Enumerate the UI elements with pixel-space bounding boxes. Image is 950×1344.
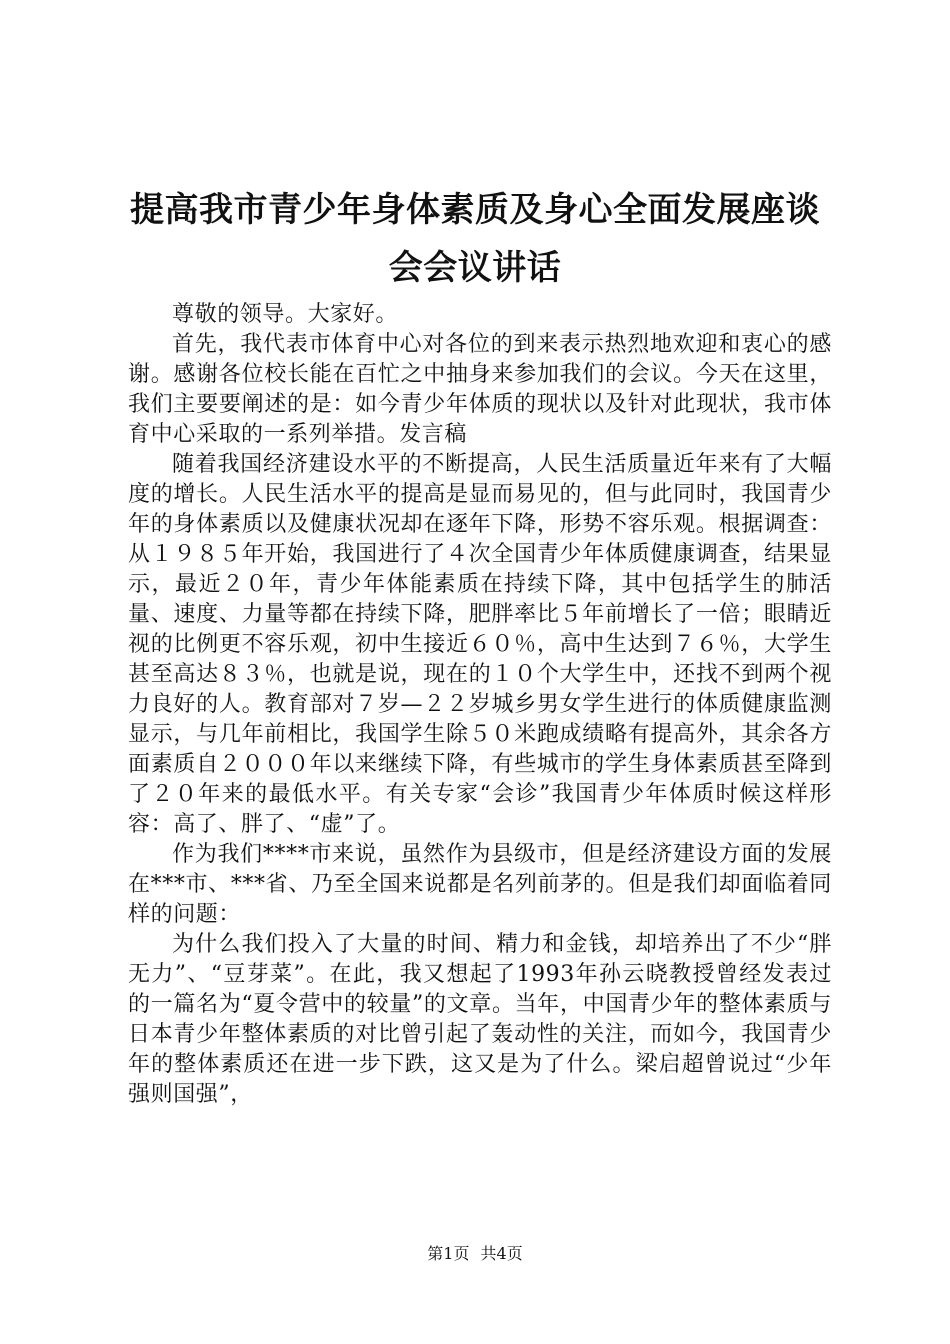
document-title-line-1: 提高我市青少年身体素质及身心全面发展座谈 [130,190,820,230]
document-title-line-2: 会会议讲话 [388,248,562,288]
paragraph-greeting: 尊敬的领导。大家好。 [172,302,399,327]
paragraph-local-situation: 作为我们****市来说，虽然作为县级市，但是经济建设方面的发展在***市、***省、乃至全国来说都是名列前茅的。但是我们却面临着同样的问题： [128,842,832,927]
paragraph-opening: 首先，我代表市体育中心对各位的到来表示热烈地欢迎和衷心的感谢。感谢各位校长能在百忙之中抽身来参加我们的会议。今天在这里，我们主要要阐述的是：如今青少年体质的现状以及针对此现状，我市体育中心采取的一系列举措。发言稿 [128,332,832,447]
document-body [128,300,832,1110]
page-total: 共4页 [480,1244,523,1263]
paragraph-background: 随着我国经济建设水平的不断提高，人民生活质量近年来有了大幅度的增长。人民生活水平的提高是显而易见的，但与此同时，我国青少年的身体素质以及健康状况却在逐年下降，形势不容乐观。根据调查：从１９８５年开始，我国进行了４次全国青少年体质健康调查，结果显示，最近２０年，青少年体能素质在持续下降，其中包括学生的肺活量、速度、力量等都在持续下降，肥胖率比５年前增长了一倍；眼睛近视的比例更不容乐观，初中生接近６０％，高中生达到７６％，大学生甚至高达８３％，也就是说，现在的１０个大学生中，还找不到两个视力良好的人。教育部对７岁—２２岁城乡男女学生进行的体质健康监测显示，与几年前相比，我国学生除５０米跑成绩略有提高外，其余各方面素质自２０００年以来继续下降，有些城市的学生身体素质甚至降到了２０年来的最低水平。有关专家“会诊”我国青少年体质时候这样形容：高了、胖了、“虚”了。 [128,452,832,837]
paragraph-question: 为什么我们投入了大量的时间、精力和金钱，却培养出了不少“胖无力”、“豆芽菜”。在此，我又想起了1993年孙云晓教授曾经发表过的一篇名为“夏令营中的较量”的文章。当年，中国青少年的整体素质与日本青少年整体素质的对比曾引起了轰动性的关注，而如今，我国青少年的整体素质还在进一步下跌，这又是为了什么。梁启超曾说过“少年强则国强”， [128,932,832,1107]
page-number: 第1页 [427,1244,470,1263]
page-footer [0,1244,950,1264]
